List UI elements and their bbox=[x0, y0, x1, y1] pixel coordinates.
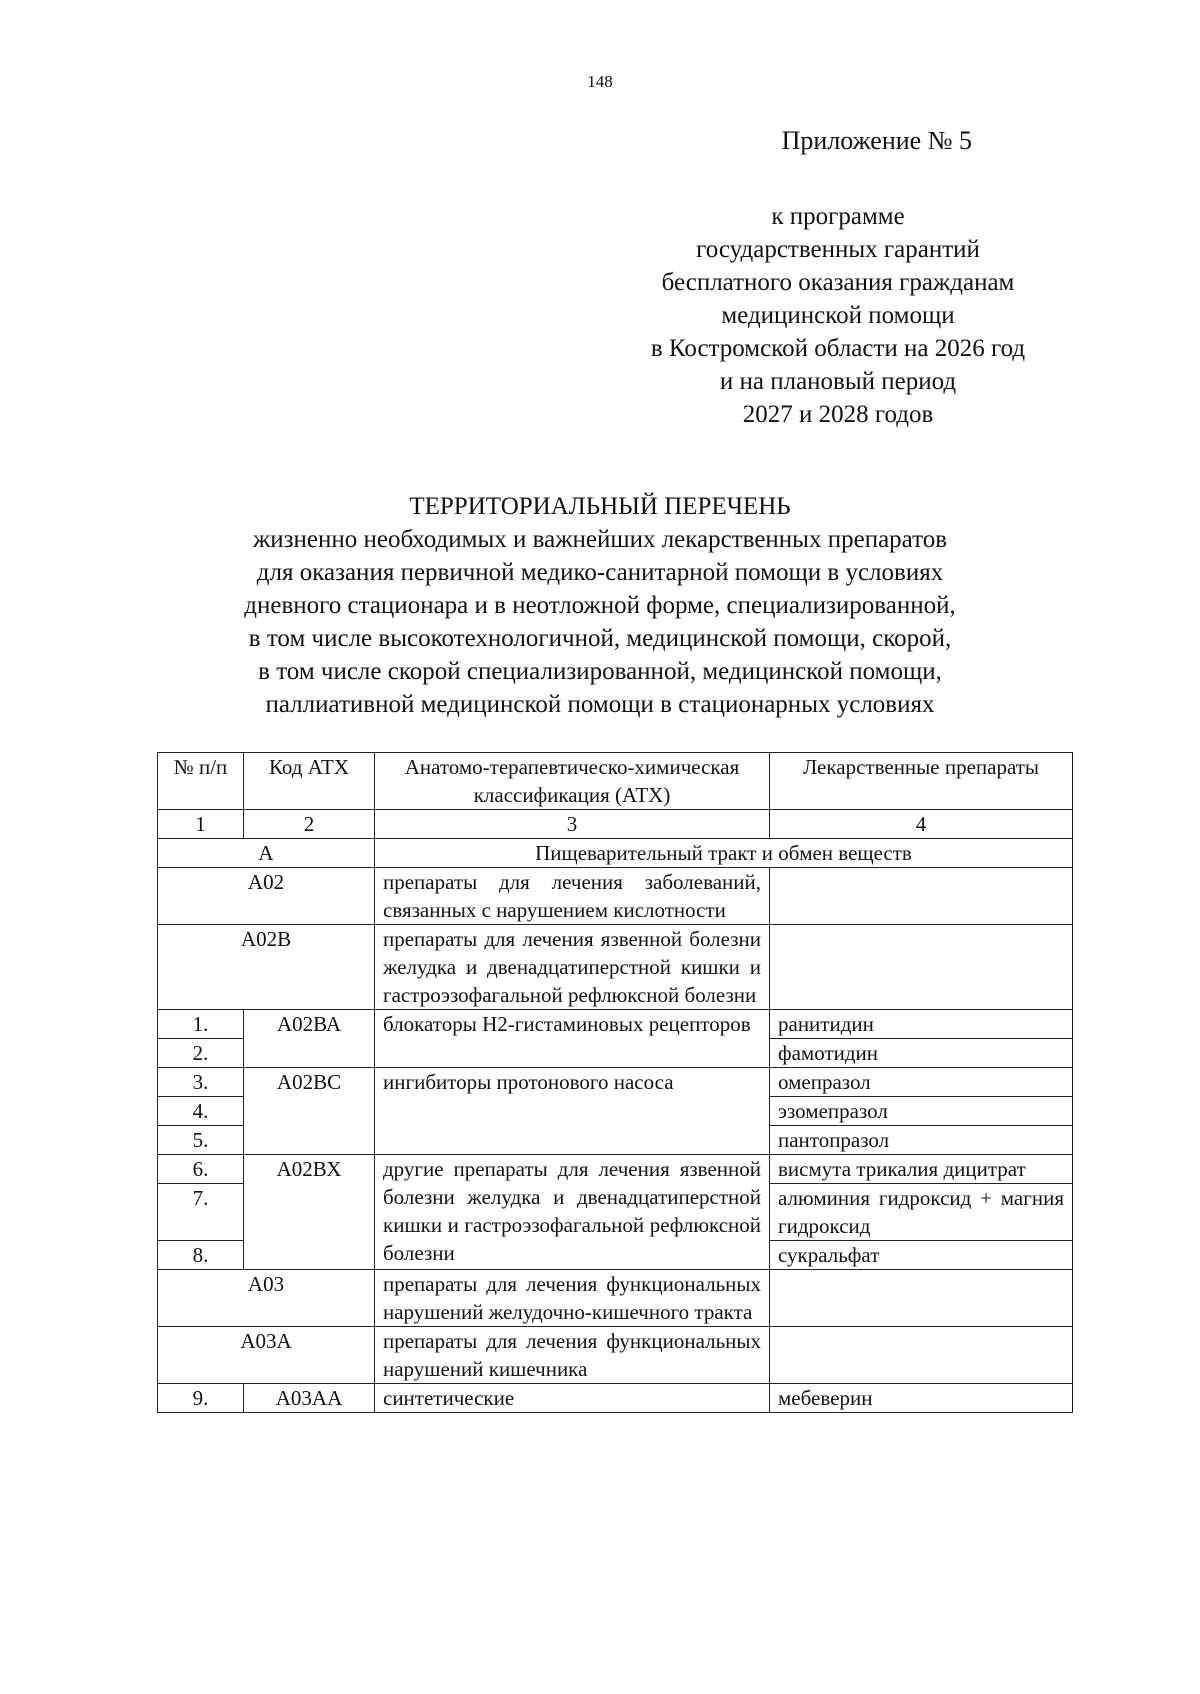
drug-cell bbox=[770, 1327, 1073, 1384]
drug-name: мебеверин bbox=[770, 1384, 1073, 1413]
appendix-line: в Костромской области на 2026 год bbox=[650, 335, 1026, 362]
column-number: 4 bbox=[770, 810, 1073, 839]
row-number: 3. bbox=[158, 1068, 244, 1097]
table-row bbox=[158, 925, 1073, 1010]
title-line: дневного стационара и в неотложной форме, специализированной, bbox=[244, 592, 956, 619]
atc-description: препараты для лечения заболеваний, связанных с нарушением кислотности bbox=[375, 868, 770, 925]
atc-description: другие препараты для лечения язвенной болезни желудка и двенадцатиперстной кишки и гастроэзофагальной рефлюксной болезни bbox=[375, 1155, 770, 1270]
title-line: в том числе скорой специализированной, медицинской помощи, bbox=[258, 658, 942, 685]
drug-name: висмута трикалия дицитрат bbox=[770, 1155, 1073, 1184]
appendix-line: государственных гарантий bbox=[696, 236, 980, 263]
atc-description: препараты для лечения функциональных нарушений кишечника bbox=[375, 1327, 770, 1384]
atc-code: А03А bbox=[158, 1327, 375, 1384]
drug-name: омепразол bbox=[770, 1068, 1073, 1097]
drug-name: ранитидин bbox=[770, 1010, 1073, 1039]
table-row bbox=[158, 1068, 1073, 1097]
title-line: паллиативной медицинской помощи в стационарных условиях bbox=[265, 691, 935, 718]
column-number: 2 bbox=[244, 810, 375, 839]
atc-code: А02ВХ bbox=[244, 1155, 375, 1270]
header-num: № п/п bbox=[158, 753, 244, 810]
document-title bbox=[0, 490, 1200, 721]
table-row bbox=[158, 1270, 1073, 1327]
row-number: 9. bbox=[158, 1384, 244, 1413]
drug-name: фамотидин bbox=[770, 1039, 1073, 1068]
header-atc: Анатомо-терапевтическо-химическая классификация (АТХ) bbox=[375, 753, 770, 810]
drug-list-table bbox=[157, 752, 1073, 1413]
column-number: 3 bbox=[375, 810, 770, 839]
document-heading: ТЕРРИТОРИАЛЬНЫЙ ПЕРЕЧЕНЬ bbox=[409, 493, 791, 520]
row-number: 4. bbox=[158, 1097, 244, 1126]
appendix-line: бесплатного оказания гражданам bbox=[661, 269, 1015, 296]
appendix-title: Приложение № 5 bbox=[781, 126, 972, 155]
atc-description: блокаторы Н2-гистаминовых рецепторов bbox=[375, 1010, 770, 1068]
atc-description: препараты для лечения язвенной болезни желудка и двенадцатиперстной кишки и гастроэзофагальной рефлюксной болезни bbox=[375, 925, 770, 1010]
drug-name: сукральфат bbox=[770, 1241, 1073, 1270]
group-code: А bbox=[158, 839, 375, 868]
appendix-line: 2027 и 2028 годов bbox=[742, 401, 934, 428]
atc-description: препараты для лечения функциональных нарушений желудочно-кишечного тракта bbox=[375, 1270, 770, 1327]
table-row bbox=[158, 1155, 1073, 1184]
row-number: 7. bbox=[158, 1184, 244, 1241]
drug-cell bbox=[770, 868, 1073, 925]
atc-code: А02ВА bbox=[244, 1010, 375, 1068]
column-number-row bbox=[158, 810, 1073, 839]
appendix-line: к программе bbox=[771, 203, 905, 230]
atc-description: синтетические bbox=[375, 1384, 770, 1413]
page-number: 148 bbox=[587, 72, 613, 91]
appendix-line: и на плановый период bbox=[719, 368, 957, 395]
row-number: 2. bbox=[158, 1039, 244, 1068]
drug-name: алюминия гидроксид + магния гидроксид bbox=[770, 1184, 1073, 1241]
atc-code: А03 bbox=[158, 1270, 375, 1327]
row-number: 6. bbox=[158, 1155, 244, 1184]
atc-code: А02В bbox=[158, 925, 375, 1010]
column-number: 1 bbox=[158, 810, 244, 839]
row-number: 8. bbox=[158, 1241, 244, 1270]
table-header-row bbox=[158, 753, 1073, 810]
atc-code: А03АА bbox=[244, 1384, 375, 1413]
header-drugs: Лекарственные препараты bbox=[770, 753, 1073, 810]
group-name: Пищеварительный тракт и обмен веществ bbox=[375, 839, 1073, 868]
table-row bbox=[158, 839, 1073, 868]
drug-cell bbox=[770, 1270, 1073, 1327]
table-row bbox=[158, 1010, 1073, 1039]
drug-cell bbox=[770, 925, 1073, 1010]
atc-code: А02ВС bbox=[244, 1068, 375, 1155]
atc-description: ингибиторы протонового насоса bbox=[375, 1068, 770, 1155]
title-line: жизненно необходимых и важнейших лекарственных препаратов bbox=[252, 526, 948, 553]
title-line: в том числе высокотехнологичной, медицинской помощи, скорой, bbox=[248, 625, 952, 652]
table-row bbox=[158, 1384, 1073, 1413]
table-row bbox=[158, 1327, 1073, 1384]
appendix-line: медицинской помощи bbox=[721, 302, 955, 329]
atc-code: А02 bbox=[158, 868, 375, 925]
row-number: 5. bbox=[158, 1126, 244, 1155]
header-code: Код АТХ bbox=[244, 753, 375, 810]
appendix-subtitle bbox=[628, 200, 1048, 431]
drug-name: пантопразол bbox=[770, 1126, 1073, 1155]
row-number: 1. bbox=[158, 1010, 244, 1039]
table-row bbox=[158, 868, 1073, 925]
drug-name: эзомепразол bbox=[770, 1097, 1073, 1126]
title-line: для оказания первичной медико-санитарной помощи в условиях bbox=[256, 559, 944, 586]
